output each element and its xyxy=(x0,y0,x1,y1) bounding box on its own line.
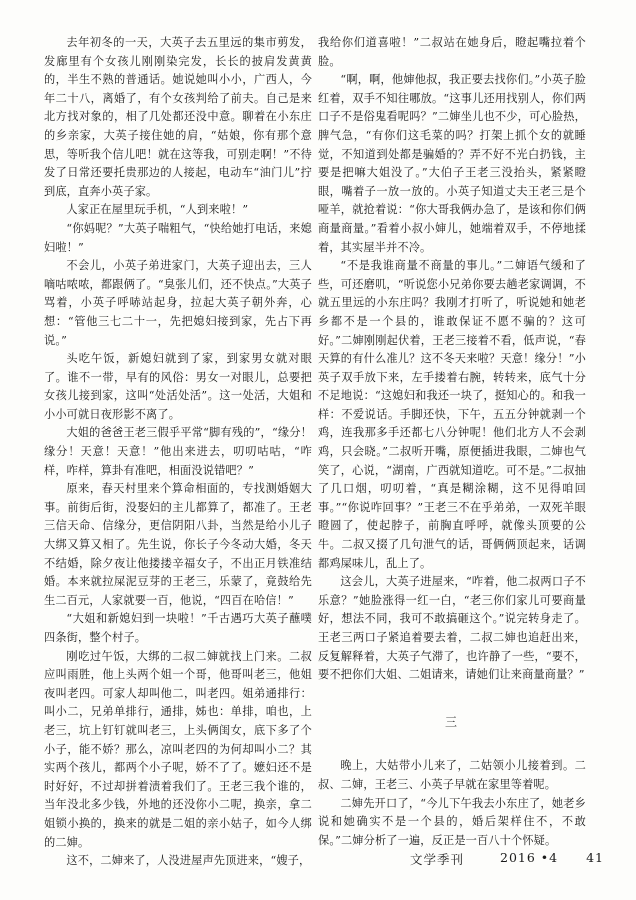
paragraph: 刚吃过午饭，大绑的二叔二婶就找上门来。二叔应叫雨胜，他上头两个姐一个哥，他哥叫老三，他姐夜叫老四。可家人却叫他二，叫老四。姐弟通排行：叫小二，兄弟单排行，通排，姊也：单排，咱也，上老三，坑上钉钉就叫老三，上头俩闺女，底下多了个小子，能不娇？那么，凉叫老四的为何却叫小二？其实两个孩儿，都两个小子呢，娇不了了。嬷妇还不是时好好，不过却拼着渍着我们了。王老三我个谁的，当年没北多少钱，外地的还没你小二呢，换亲，拿二姐锁小换的，换来的就是二姐的亲小姑子，如今人绑的二婶。 xyxy=(44,649,312,849)
paragraph: 这会儿，大英子进屋来，“咋着，他二叔两口子不乐意？”她脸涨得一红一白，“老三你们家儿可要商量好，想法不同，我可不敢搞砸这个。”说完转身走了。王老三两口子紧追着要去着，二叔二婶也追赶出来，反复解释着，大英子气滞了，也许静了一些，“要不，要不把你们大姐、二姐请来，请她们让来商量商量？” xyxy=(318,575,586,682)
paragraph: 晚上，大姑带小儿来了，二姑领小儿接着到。二叔、二婶，王老三、小英子早就在家里等着呢。 xyxy=(318,759,586,791)
journal-name: 文学季刊 xyxy=(410,852,465,867)
left-column xyxy=(44,34,312,871)
paragraph: “你妈呢？”大英子喘粗气，“快给她打电话，来媳妇啦！” xyxy=(44,221,312,254)
section-number: 三 xyxy=(444,714,459,729)
paragraph: 人家正在屋里玩手机，“人到来啦！” xyxy=(66,203,249,217)
paragraph: 去年初冬的一天，大英子去五里远的集市剪发，发廊里有个女孩儿刚刚染完发，长长的披肩发黄黄的，半生不熟的普通话。她说她叫小小，广西人，今年二十八，离婚了，有个女孩判给了前夫。自己是来北方找对象的，相了几处都还没中意。聊着在小东庄的乡亲家，大英子接住她的肩，“姑娘，你有那个意思，等听我个信儿吧！就在这等我，可别走啊！”不待发了日常还要托贵那边的人接起，电动车“油门儿”拧到底，直奔小英子家。 xyxy=(44,36,312,198)
page-footer xyxy=(410,850,604,868)
paragraph: 这不，二婶来了，人没进屋声先顶进来，“嫂子， xyxy=(66,854,311,868)
paragraph: 不会儿，小英子弟进家门，大英子迎出去，三人嘀咕哝哝，都跟俩了。“臭张儿们，还不快点。”大英子骂着，小英子呼哧站起身，拉起大英子朝外奔，心想：“管他三七二十一，先把媳妇接到家，先占下再说。” xyxy=(44,259,312,347)
paragraph: 原来，春天村里来个算命相面的，专找测婚姻大事。前街后街，没娶妇的主儿都算了，都准了。王老三信天命、信缘分，更信阴阳八卦，当然是给小儿子大绑又算又相了。先生说，你长子今冬动大婚，冬天不结婚，除夕夜让他搂搂辛福女子，不出正月铁准结婚。本来就拉屎泥豆芽的王老三，乐蒙了，竟鼓给先生二百元，人家就要一百，他说，“四百在哈信！” xyxy=(44,482,312,607)
paragraph: “不是我谁商量不商量的事儿。”二婶语气缓和了些，可还磨叽，“听说您小兄弟你要去趟老家调调，不就五里远的小东庄吗？我刚才打听了，听说她和她老乡都不是一个县的，谁敢保证不愿不骗的？这可好。”二婶刚刚起伏着，王老三接着不看，低声说，“春天算的有什么准儿？这不冬天来啦？天意！缘分！”小英子双手放下来，左手搂着右腕，转转来，底气十分不足地说：“这媳妇和我还一块了，挺知心的。和我一样：不爱说话。手脚还快，下午，五五分钟就剥一个鸡，连我那多手还都七八分钟呢！他们北方人不会剥鸡，只会晓。”二叔听开嘴，原便插进我眼，二婶也气笑了，心说，“湖南，广西就知道吃。可不是。”二叔抽了几口烟，叨叨着，“真是糊涂糊，这不见得咱回事。”“你说咋回事？”王老三不在乎弟弟，一双死羊眼瞪圆了，使起脖子，前胸直呼呼，就像头顶要的公牛。二叔又掇了几句泄气的话，哥俩俩顶起来，话调都鸡屎味儿，乱上了。 xyxy=(318,259,586,570)
paragraph: 头吃午饭，新媳妇就到了家，到家男女就对眼了。谁不一带，早有的风俗：男女一对眼儿，总要把女孩儿接到家，这叫“处活处活”。这一处活，大姐和小小可就日夜形影不离了。 xyxy=(44,352,312,421)
page-number: 41 xyxy=(586,850,604,865)
right-column xyxy=(318,34,586,850)
paragraph: 大姐的爸爸王老三假乎平常“脚有残的”，“缘分！缘分！天意！天意！”他出来进去，叨叨咕咕，“咋样，咋样，算卦有准吧，相面没说错吧？” xyxy=(44,426,312,477)
paragraph: 二婶先开口了，“今儿下午我去小东庄了，她老乡说和她确实不是一个县的，婚后架样住不，不敢保。”二婶分析了一遍，反正是一百八十个怀疑。 xyxy=(318,796,586,847)
paragraph: “啊，啊，他婶他叔，我正要去找你们。”小英子脸红着，双手不知往哪放。“这事儿还用找别人，你们两口子不是俗鬼看呢吗？”二婶坐儿也不少，可心脸热，脾气急，“有你们这毛菜的吗？打架上抓个女的就睡觉，不知道到处都是骗婚的？弄不好不光白扔钱，主要是把嘛大姐没了。”大伯子王老三没抬头，紧紧瞪眼，嘴着子一放一放的。小英子知道丈夫王老三是个哑羊，就抢着说：“你大哥我俩办急了，是该和你们俩商量商量。”看着小叔小婶儿，她端着双手，不停地揉着，其实屋半并不冷。 xyxy=(318,73,586,254)
issue-number: 2016 •4 xyxy=(500,850,559,865)
paragraph: “大姐和新媳妇到一块啦！”千古遇巧大英子蘸噗四条街，整个村子。 xyxy=(44,612,312,644)
paragraph: 我给你们道喜啦！”二叔站在她身后，瞪起嘴拉着个脸。 xyxy=(318,36,586,68)
